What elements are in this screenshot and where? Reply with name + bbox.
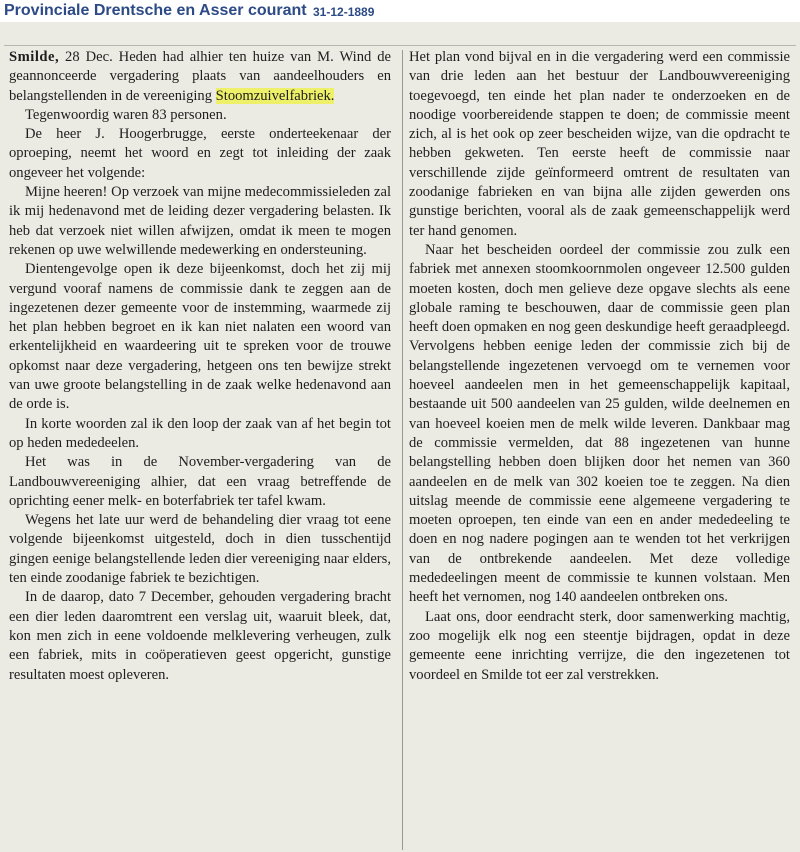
paragraph: De heer J. Hoogerbrugge, eerste onderteekenaar der oproeping, neemt het woord en zegt tot inleiding der zaak ongeveer het volgende: [9,126,391,181]
paragraph: Het was in de November-vergadering van de Landbouwvereeniging alhier, dat een vraag betreffende de oprichting eener melk- en boterfabriek ter tafel kwam. [9,454,391,509]
top-rule [4,45,796,46]
page-header [0,0,800,22]
highlighted-term: Stoomzuivelfabriek. [215,87,335,104]
issue-date: 31-12-1889 [313,5,375,19]
article-intro [9,48,391,106]
column-right [409,48,790,685]
paragraph: In korte woorden zal ik den loop der zaak van af het begin tot op heden mededeelen. [9,415,391,451]
newspaper-clipping [0,22,800,852]
paragraph: Laat ons, door eendracht sterk, door samenwerking machtig, zoo mogelijk elk nog een steentje bijdragen, opdat in deze gemeente eene inrichting verrijze, die den ingezetenen tot voordeel en Smilde tot eer zal verstrekken. [409,608,790,683]
paragraph: Wegens het late uur werd de behandeling dier vraag tot eene volgende bijeenkomst uitgesteld, doch in dien tusschentijd gingen eenige belangstellende leden dier vereeniging naar elders, ten einde zoodanige fabriek te bezichtigen. [9,512,391,587]
paragraph: In de daarop, dato 7 December, gehouden vergadering bracht een dier leden daaromtrent een verslag uit, waaruit bleek, dat, kon men zich in eene voldoende melklevering verheugen, zulk een fabriek, mits in coöperatieven geest opgericht, gunstige resultaten moest opleveren. [9,589,391,683]
paragraph: Tegenwoordig waren 83 personen. [25,106,227,123]
dateline-place: Smilde, [9,49,60,65]
column-left [9,48,391,685]
column-divider [402,50,403,850]
paragraph: Naar het bescheiden oordeel der commissie zou zulk een fabriek met annexen stoomkoornmolen ongeveer 12.500 gulden moeten kosten, doch men gelieve deze opgave slechts als eene globale raming te beschouwen, daar de commissie geen plan heeft doen opmaken en nog geen deskundige heeft geraadpleegd. Vervolgens hebben eenige leden der commissie zich bij de belangstellende ingezetenen vervoegd om te vernemen voor hoeveel aandeelen men in het gemeenschappelijk kapitaal, bestaande uit 500 aandeelen van 25 gulden, wilde deelnemen en van hoeveel koeien men de melk wilde leveren. Dankbaar mag de commissie vermelden, dat 88 ingezetenen van hunne belangstelling hebben doen blijken door het nemen van 360 aandeelen en de melk van 302 koeien toe te zeggen. Na dien uitslag meende de commissie eene algemeene vergadering te moeten oproepen, ten einde van een en ander mededeeling te doen en nog nadere pogingen aan te wenden tot het verkrijgen van de ontbrekende aandeelen. Met deze volledige mededeelingen meent de commissie te kunnen volstaan. Men heeft het vernomen, nog 140 aandeelen ontbreken ons. [409,241,790,606]
paragraph: Dientengevolge open ik deze bijeenkomst, doch het zij mij vergund vooraf namens de commissie dank te zeggen aan de ingezetenen dezer gemeente voor de instemming, waarmede zij het plan hebben begroet en ik kan niet nalaten een woord van erkentelijkheid en waardeering uit te spreken voor de trouwe opkomst naar deze vergadering, hetgeen ons ten bewijze strekt van uwe groote belangstelling in de zaak welke hedenavond aan de orde is. [9,261,391,413]
paragraph: Het plan vond bijval en in die vergadering werd een commissie van drie leden aan het bestuur der Landbouwvereeniging toegevoegd, ten einde het plan nader te onderzoeken en de noodige voorbereidende stappen te doen; de commissie meent zich, al is het ook op zeer bescheiden wijze, van die opdracht te hebben gekweten. Ten eerste heeft de commissie naar verschillende zijde geïnformeerd omtrent de resultaten van zoodanige fabrieken en van bijna alle zijden gewerden ons gunstige berichten, vooral als de zaak gemeenschappelijk werd ter hand genomen. [409,49,790,239]
newspaper-title: Provinciale Drentsche en Asser courant [4,2,307,19]
intro-text: 28 Dec. Heden had alhier ten huize van M. Wind de geannonceerde vergadering plaats van aandeelhouders en belangstellenden in de vereeniging [9,49,391,104]
paragraph: Mijne heeren! Op verzoek van mijne medecommissieleden zal ik mij hedenavond met de leiding dezer vergadering belasten. Ik heb dat verzoek niet willen afwijzen, omdat ik meen te mogen rekenen op uwe welwillende medewerking en ondersteuning. [9,184,391,258]
